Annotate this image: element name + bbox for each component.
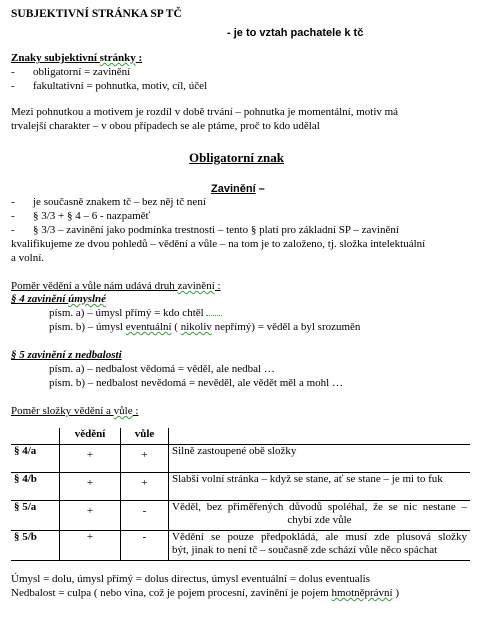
table-row — [11, 500, 470, 530]
list-item: - fakultativní = pohnutka, motiv, cíl, účel — [11, 80, 208, 92]
footer-line-1: Úmysl = dolu, úmysl přímý = dolus directus, úmysl eventuální = dolus eventualis — [11, 573, 370, 585]
table-cell-sec: § 5/b — [11, 530, 60, 560]
umysl-heading: § 4 zavinění úmyslné — [11, 293, 107, 305]
table-cell-vule: + — [121, 444, 169, 472]
table-cell-vule: + — [121, 472, 169, 500]
pomer-heading: Poměr vědění a vůle nám udává druh zavinění : — [11, 280, 221, 292]
table-cell-sec: § 4/a — [11, 444, 60, 472]
table-cell-vedeni: + — [60, 444, 121, 472]
table-cell-vule: - — [121, 530, 169, 560]
list-item: - § 3/3 + § 4 – 6 - nazpaměť — [11, 210, 151, 222]
table-cell-vedeni: + — [60, 472, 121, 500]
page-title: SUBJEKTIVNÍ STRÁNKA SP TČ — [11, 8, 182, 20]
nedbalost-a: písm. a) – nedbalost vědomá = věděl, ale nedbal … — [49, 363, 275, 375]
zavineni-table — [11, 428, 470, 561]
table-header-desc — [169, 428, 471, 444]
list-item: - obligatorní = zavinění — [11, 66, 131, 78]
list-item: - § 3/3 – zavinění jako podmínka trestnosti – tento § platí pro základní SP – zavinění — [11, 224, 399, 236]
table-header-empty — [11, 428, 60, 444]
table-header-vule: vůle — [121, 428, 169, 444]
zavineni-heading: Zavinění – — [211, 183, 265, 195]
table-cell-vedeni: + — [60, 500, 121, 530]
table-cell-desc: Slabší volní stránka – když se stane, ať se stane – je mi to fuk — [169, 472, 471, 500]
zavineni-cont-1: kvalifikujeme ze dvou pohledů – vědění a vůle – na tom je to založeno, tj. složka intelektuální — [11, 238, 426, 250]
nedbalost-b: písm. b) – nedbalost nevědomá = nevěděl, ale vědět měl a mohl … — [49, 377, 343, 389]
table-cell-vedeni: + — [60, 530, 121, 560]
table-row — [11, 530, 470, 560]
page-subtitle: - je to vztah pachatele k tč — [227, 27, 364, 39]
pohnutka-line-1: Mezi pohnutkou a motivem je rozdíl v době trvání – pohnutka je momentální, motiv má — [11, 106, 399, 118]
list-item: - je současně znakem tč – bez něj tč není — [11, 196, 206, 208]
footer-line-2: Nedbalost = culpa ( nebo vina, což je pojem procesní, zavinění je pojem hmotněprávní ) — [11, 587, 400, 599]
table-cell-desc: Silně zastoupené obě složky — [169, 444, 471, 472]
znaky-heading: Znaky subjektivní stránky : — [11, 52, 143, 64]
section-title: Obligatorní znak — [189, 150, 284, 165]
umysl-a: písm. a) – úmysl přímý = kdo chtěl — [49, 307, 222, 320]
umysl-b: písm. b) – úmysl eventuální ( nikoliv nepřímý) = věděl a byl srozuměn — [49, 321, 361, 333]
table-cell-sec: § 4/b — [11, 472, 60, 500]
zavineni-cont-2: a volní. — [11, 252, 44, 264]
table-header-vedeni: vědění — [60, 428, 121, 444]
nedbalost-heading: § 5 zavinění z nedbalosti — [11, 349, 122, 361]
pohnutka-line-2: trvalejší charakter – v obou případech se ale ptáme, proč to kdo udělal — [11, 120, 320, 132]
table-cell-desc: Vědění se pouze předpokládá, ale musí zde plusová složky být, jinak to není tč – současně zde schází vůle něco spáchat — [169, 530, 471, 560]
table-cell-desc: Věděl, bez přiměřených důvodů spoléhal, že se nic nestane – chybí zde vůle — [169, 500, 471, 530]
pomer2-heading: Poměr složky vědění a vůle : — [11, 405, 139, 417]
table-cell-vule: - — [121, 500, 169, 530]
table-cell-sec: § 5/a — [11, 500, 60, 530]
table-row — [11, 444, 470, 472]
table-row — [11, 472, 470, 500]
